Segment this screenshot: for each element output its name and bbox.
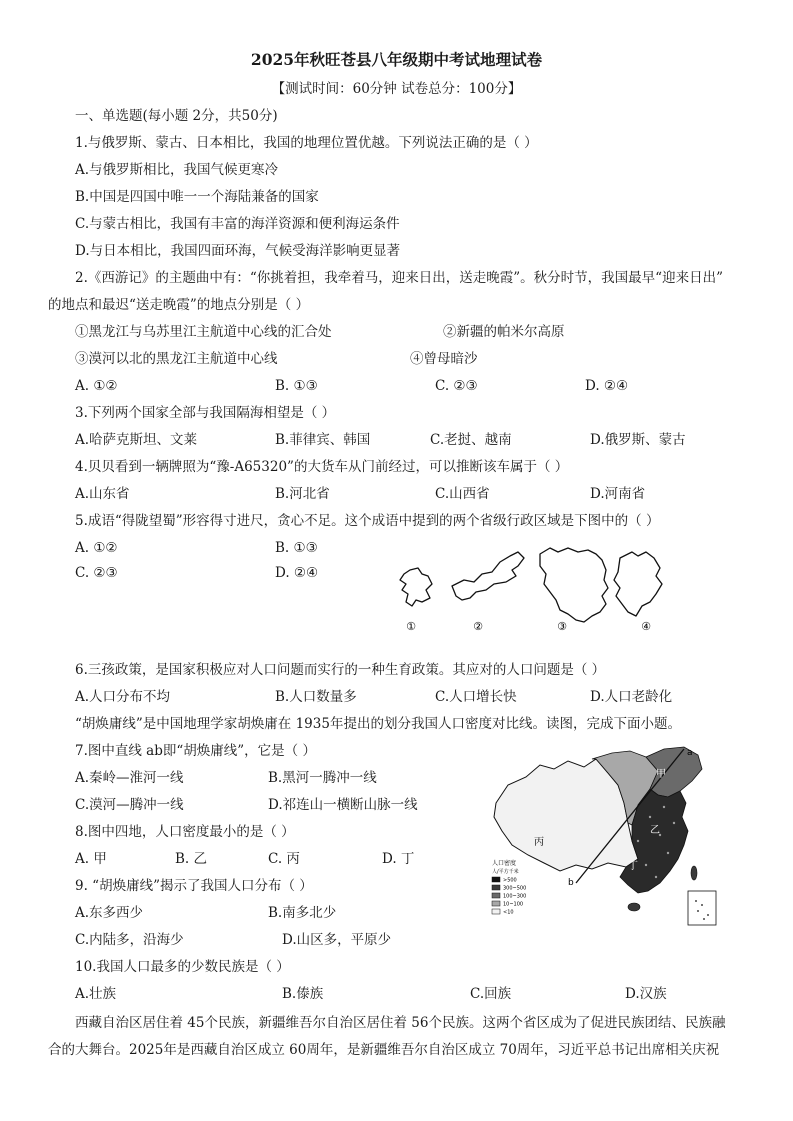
population-density-map	[488, 745, 720, 927]
q5-option-b: B. ①③	[275, 540, 318, 556]
q1-option-c: C.与蒙古相比，我国有丰富的海洋资源和便利海运条件	[75, 216, 400, 232]
map-label-jia: 甲	[656, 769, 666, 780]
legend-swatch	[492, 901, 500, 906]
q6-option-b: B.人口数量多	[275, 689, 357, 705]
q2-option-b: B. ①③	[275, 378, 318, 394]
q1-option-d: D.与日本相比，我国四面环海，气候受海洋影响更显著	[75, 243, 401, 259]
q2-statement-4: ④曾母暗沙	[410, 351, 478, 367]
q8-option-d: D. 丁	[382, 851, 415, 867]
q7-stem: 7.图中直线 ab即“胡焕庸线”，它是（ ）	[75, 743, 316, 759]
q7-intro: “胡焕庸线”是中国地理学家胡焕庸在 1935年提出的划分我国人口密度对比线。读图，完成下面小题。	[75, 716, 681, 732]
q3-option-d: D.俄罗斯、蒙古	[590, 432, 686, 448]
legend-title: 人口密度	[492, 860, 517, 867]
q6-option-a: A.人口分布不均	[75, 689, 171, 705]
q8-option-c: C. 丙	[268, 851, 300, 867]
province-outline-2	[452, 552, 524, 600]
legend-swatch	[492, 909, 500, 914]
q10-option-a: A.壮族	[75, 986, 117, 1002]
passage-line-1: 西藏自治区居住着 45个民族，新疆维吾尔自治区居住着 56个民族。这两个省区成为了促进民族团结、民族融	[75, 1015, 726, 1031]
q4-stem: 4.贝贝看到一辆牌照为“豫-A65320”的大货车从门前经过，可以推断该车属于（ ）	[75, 459, 569, 475]
exam-title: 2025年秋旺苍县八年级期中考试地理试卷	[250, 50, 543, 69]
q1-option-a: A.与俄罗斯相比，我国气候更寒冷	[75, 162, 279, 178]
q5-option-c: C. ②③	[75, 565, 118, 581]
map-label-b: b	[568, 878, 574, 888]
q10-stem: 10.我国人口最多的少数民族是（ ）	[75, 959, 290, 975]
q9-option-a: A.东多西少	[75, 905, 144, 921]
q2-stem-line2: 的地点和最迟“送走晚霞”的地点分别是（ ）	[48, 297, 310, 313]
legend-swatch	[492, 885, 500, 890]
q2-option-c: C. ②③	[435, 378, 478, 394]
legend-label: >500	[503, 877, 517, 884]
q9-stem: 9. “胡焕庸线”揭示了我国人口分布（ ）	[75, 878, 313, 894]
figure-label-2: ②	[473, 620, 483, 633]
q9-option-b: B.南多北少	[268, 905, 337, 921]
q1-stem: 1.与俄罗斯、蒙古、日本相比，我国的地理位置优越。下列说法正确的是（ ）	[75, 135, 538, 151]
q3-option-c: C.老挝、越南	[430, 432, 512, 448]
passage-line-2: 合的大舞台。2025年是西藏自治区成立 60周年，是新疆维吾尔自治区成立 70周年，习近平总书记出席相关庆祝	[48, 1042, 720, 1058]
section-heading: 一、单选题(每小题 2分，共50分)	[75, 108, 278, 124]
figure-label-4: ④	[641, 620, 651, 633]
q7-option-d: D.祁连山一横断山脉一线	[268, 797, 418, 813]
map-label-yi: 乙	[650, 825, 660, 836]
q10-option-b: B.傣族	[282, 986, 324, 1002]
q4-option-c: C.山西省	[435, 486, 490, 502]
map-hainan	[628, 903, 640, 911]
q10-option-d: D.汉族	[625, 986, 667, 1002]
q6-option-d: D.人口老龄化	[590, 689, 673, 705]
q6-option-c: C.人口增长快	[435, 689, 517, 705]
q8-option-a: A. 甲	[75, 851, 107, 867]
q2-statement-3: ③漠河以北的黑龙江主航道中心线	[75, 351, 278, 367]
map-inset-south-sea	[688, 891, 716, 925]
legend-unit: 人/平方千米	[492, 869, 519, 875]
province-outline-3	[540, 548, 608, 622]
q2-option-a: A. ①②	[75, 378, 118, 394]
figure-label-3: ③	[557, 620, 567, 633]
q4-option-d: D.河南省	[590, 486, 646, 502]
q2-statement-2: ②新疆的帕米尔高原	[443, 324, 565, 340]
legend-label: 300~500	[503, 885, 527, 892]
map-taiwan	[691, 866, 697, 880]
province-outlines-figure	[370, 540, 670, 640]
q2-statement-1: ①黑龙江与乌苏里江主航道中心线的汇合处	[75, 324, 332, 340]
map-label-ding: 丁	[628, 861, 638, 872]
q10-option-c: C.回族	[470, 986, 512, 1002]
q3-option-b: B.菲律宾、韩国	[275, 432, 371, 448]
legend-swatch	[492, 893, 500, 898]
q3-stem: 3.下列两个国家全部与我国隔海相望是（ ）	[75, 405, 336, 421]
q5-stem: 5.成语“得陇望蜀”形容得寸进尺，贪心不足。这个成语中提到的两个省级行政区域是下图中的（ ）	[75, 513, 660, 529]
legend-swatch	[492, 877, 500, 882]
map-label-bing: 丙	[534, 837, 544, 848]
q2-stem-line1: 2.《西游记》的主题曲中有：“你挑着担，我牵着马，迎来日出，送走晚霞”。秋分时节，我国最早“迎来日出”	[75, 270, 723, 286]
map-label-a: a	[687, 748, 693, 758]
q7-option-b: B.黑河一腾冲一线	[268, 770, 377, 786]
q4-option-b: B.河北省	[275, 486, 330, 502]
q9-option-c: C.内陆多，沿海少	[75, 932, 184, 948]
figure-label-1: ①	[406, 620, 416, 633]
q6-stem: 6.三孩政策，是国家积极应对人口问题而实行的一种生育政策。其应对的人口问题是（ ）	[75, 662, 606, 678]
province-outline-4	[614, 552, 662, 616]
q5-option-a: A. ①②	[75, 540, 118, 556]
q8-option-b: B. 乙	[175, 851, 208, 867]
legend-label: <10	[503, 909, 514, 916]
q4-option-a: A.山东省	[75, 486, 130, 502]
province-outline-1	[400, 568, 432, 606]
legend-label: 100~300	[503, 893, 527, 900]
q3-option-a: A.哈萨克斯坦、文莱	[75, 432, 198, 448]
q7-option-c: C.漠河—腾冲一线	[75, 797, 184, 813]
q9-option-d: D.山区多，平原少	[282, 932, 392, 948]
exam-subtitle: 【测试时间：60分钟 试卷总分：100分】	[271, 81, 522, 97]
q2-option-d: D. ②④	[585, 378, 629, 394]
legend-label: 10~100	[503, 901, 524, 908]
q7-option-a: A.秦岭—淮河一线	[75, 770, 184, 786]
q8-stem: 8.图中四地，人口密度最小的是（ ）	[75, 824, 295, 840]
q5-option-d: D. ②④	[275, 565, 319, 581]
q1-option-b: B.中国是四国中唯一一个海陆兼备的国家	[75, 189, 319, 205]
